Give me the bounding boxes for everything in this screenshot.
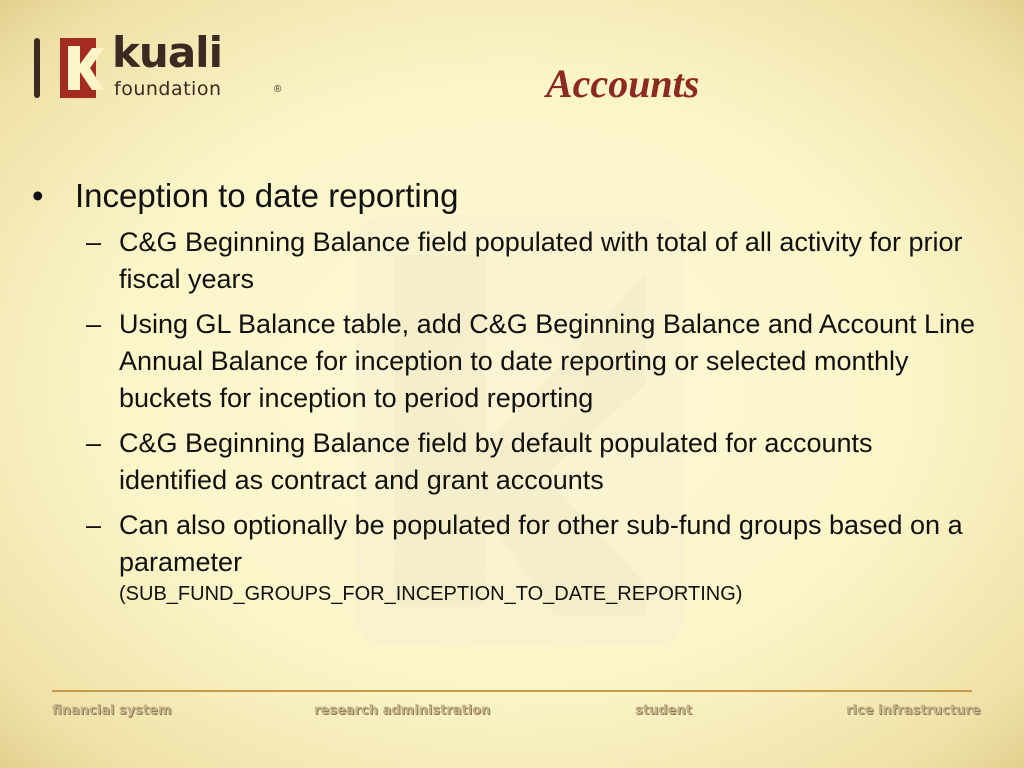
- dash-icon: –: [86, 428, 102, 458]
- logo-bar: [34, 38, 40, 98]
- logo-wordmark: kuali: [112, 28, 222, 77]
- footer-rice-infrastructure: rice infrastructure: [846, 703, 981, 718]
- footer-student: student: [635, 703, 692, 718]
- sub-bullet-item: [32, 306, 979, 417]
- dash-icon: –: [86, 309, 102, 339]
- sub-bullet-text: C&G Beginning Balance field populated with total of all activity for prior fiscal years: [119, 227, 963, 294]
- dash-icon: –: [86, 510, 102, 540]
- footer-research-administration: research administration: [314, 703, 491, 718]
- sub-bullet-item: [32, 507, 979, 607]
- sub-bullet-item: [32, 425, 979, 499]
- parameter-name: (SUB_FUND_GROUPS_FOR_INCEPTION_TO_DATE_REPORTING): [119, 583, 743, 605]
- footer-divider: [52, 690, 972, 692]
- slide-content: [32, 176, 992, 615]
- kuali-k-icon: [58, 36, 118, 100]
- logo-registered: ®: [274, 84, 282, 95]
- kuali-logo: [34, 28, 294, 104]
- logo-subtitle: foundation: [114, 78, 222, 100]
- dash-icon: –: [86, 227, 102, 257]
- sub-bullet-item: [32, 224, 979, 298]
- bullet-item: [32, 176, 992, 216]
- slide-title: Accounts: [546, 61, 700, 106]
- footer-financial-system: financial system: [52, 703, 172, 718]
- bullet-text: Inception to date reporting: [75, 177, 459, 214]
- sub-bullet-text: Using GL Balance table, add C&G Beginning Balance and Account Line Annual Balance for inception to date reporting or selected monthly buckets for inception to period reporting: [119, 309, 976, 413]
- sub-bullet-text: Can also optionally be populated for other sub-fund groups based on a parameter: [119, 510, 963, 577]
- sub-bullet-text: C&G Beginning Balance field by default populated for accounts identified as contract and grant accounts: [119, 428, 873, 495]
- bullet-icon: •: [32, 177, 44, 214]
